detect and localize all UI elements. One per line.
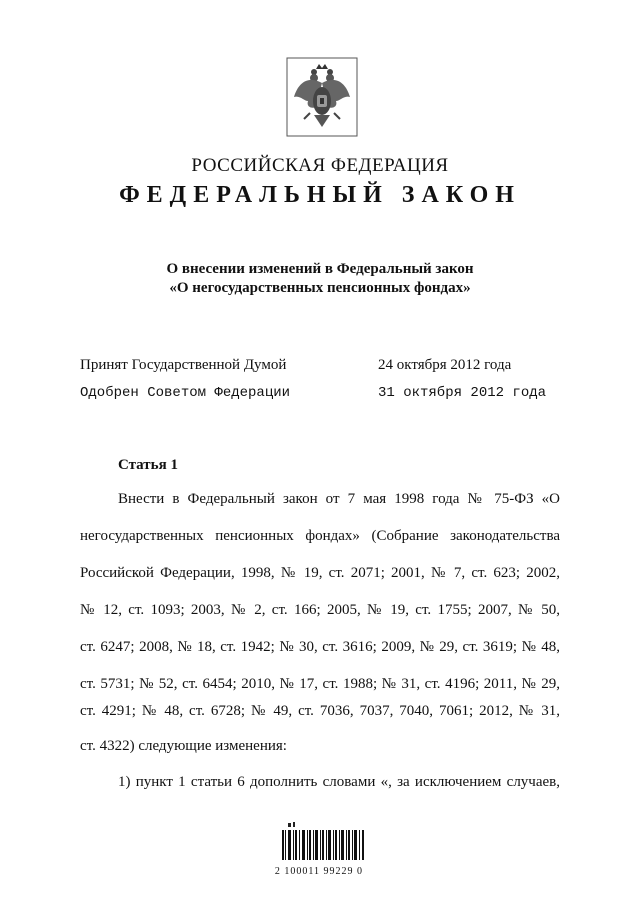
article-line: ст. 5731; № 52, ст. 6454; 2010, № 17, ст. 1988; № 31, ст. 4196; 2011, № 29, bbox=[80, 676, 560, 692]
article-line: ст. 6247; 2008, № 18, ст. 1942; № 30, ст. 3616; 2009, № 29, ст. 3619; № 48, bbox=[80, 639, 560, 655]
article-line: негосударственных пенсионных фондах» (Собрание законодательства bbox=[80, 528, 560, 544]
article-line: 1) пункт 1 статьи 6 дополнить словами «, за исключением случаев, bbox=[118, 774, 560, 790]
article-heading: Статья 1 bbox=[118, 457, 178, 473]
barcode-icon bbox=[280, 821, 368, 861]
law-title-line-1: О внесении изменений в Федеральный закон bbox=[166, 261, 474, 277]
article-line: Российской Федерации, 1998, № 19, ст. 2071; 2001, № 7, ст. 623; 2002, bbox=[80, 565, 560, 581]
law-title-line-2: «О негосударственных пенсионных фондах» bbox=[169, 280, 471, 296]
duma-label: Принят Государственной Думой bbox=[80, 357, 287, 373]
article-line: № 12, ст. 1093; 2003, № 2, ст. 166; 2005, № 19, ст. 1755; 2007, № 50, bbox=[80, 602, 560, 618]
article-line: Внести в Федеральный закон от 7 мая 1998 года № 75-ФЗ «О bbox=[118, 491, 560, 507]
country-name: РОССИЙСКАЯ ФЕДЕРАЦИЯ bbox=[191, 155, 449, 176]
council-date: 31 октября 2012 года bbox=[378, 385, 547, 401]
article-line: ст. 4322) следующие изменения: bbox=[80, 738, 287, 754]
document-type: ФЕДЕРАЛЬНЫЙ ЗАКОН bbox=[119, 182, 521, 208]
council-label: Одобрен Советом Федерации bbox=[80, 385, 291, 401]
barcode-number: 2 100011 99229 0 bbox=[274, 866, 364, 877]
article-line: ст. 4291; № 48, ст. 6728; № 49, ст. 7036, 7037, 7040, 7061; 2012, № 31, bbox=[80, 703, 560, 719]
duma-date: 24 октября 2012 года bbox=[378, 357, 512, 373]
coat-of-arms-icon bbox=[286, 57, 358, 137]
